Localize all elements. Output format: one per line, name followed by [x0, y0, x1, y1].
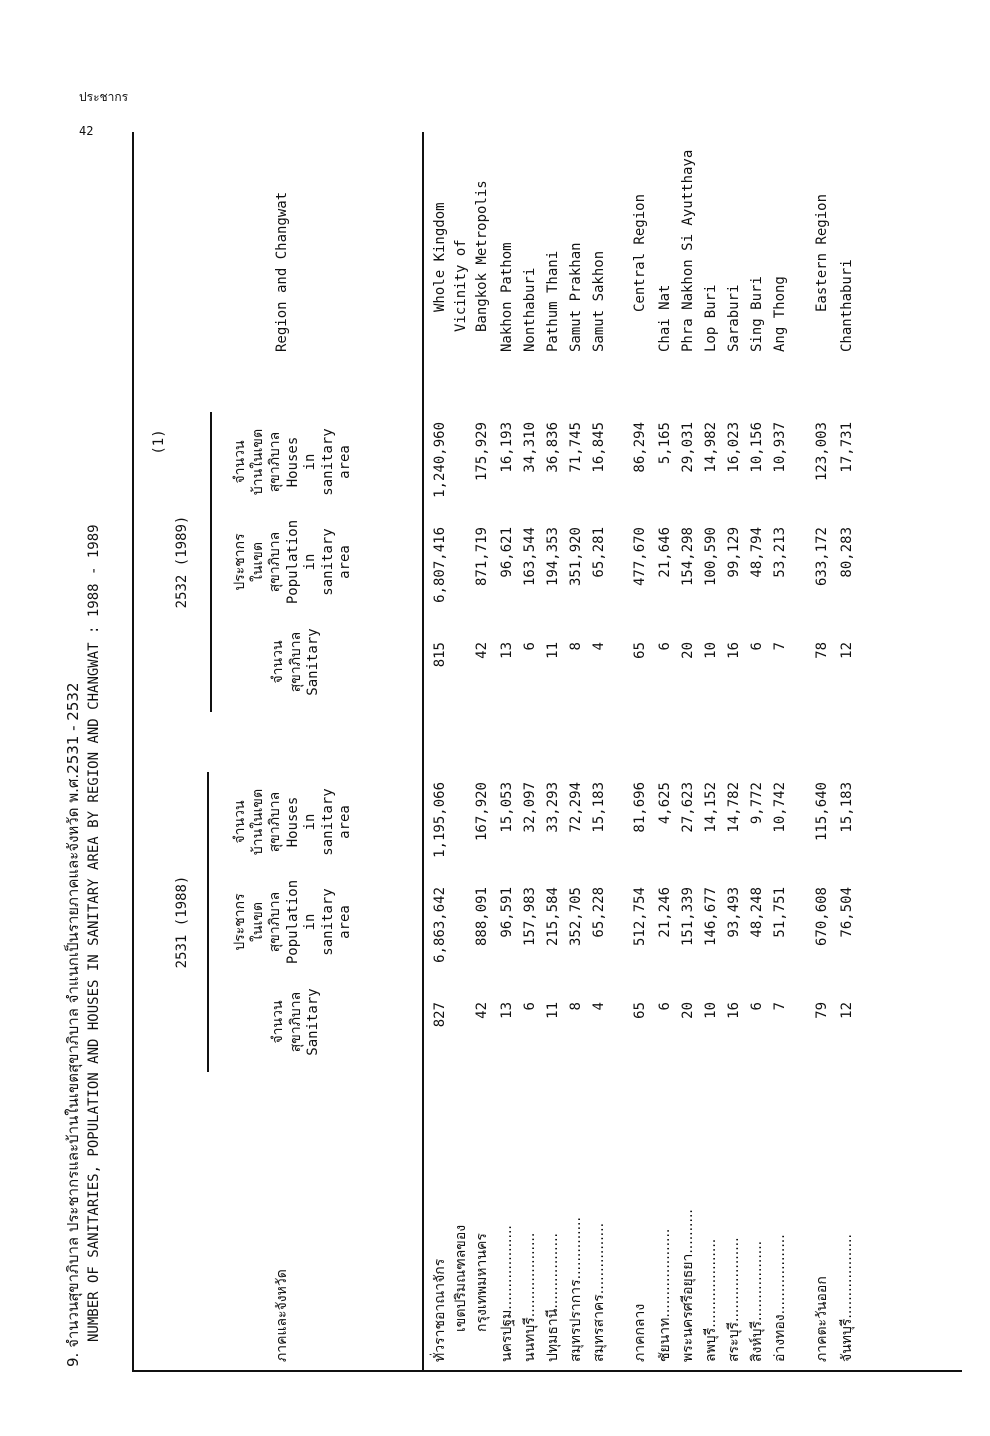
region-english-cell: Nakhon Pathom [499, 242, 515, 352]
table-row [474, 92, 498, 1372]
region-english-cell: Pathum Thani [545, 250, 561, 352]
sanitary-1988-cell: 4 [591, 1002, 607, 1011]
region-thai-cell: สมุทรปราการ.............. [568, 1217, 584, 1362]
region-thai-cell: ภาคกลาง [632, 1303, 648, 1362]
houses-1989-cell: 86,294 [632, 422, 648, 473]
top-rule [132, 132, 134, 1372]
table-row [545, 92, 569, 1372]
houses-1989-cell: 17,731 [839, 422, 855, 473]
houses-1989-cell: 10,937 [772, 422, 788, 473]
population-1989-cell: 477,670 [632, 527, 648, 587]
sanitary-1988-cell: 11 [545, 1002, 561, 1019]
region-thai-cell: เขตปริมณฑลของ [453, 1224, 469, 1332]
region-english-cell: Chanthaburi [839, 259, 855, 352]
sanitary-1989-cell: 78 [814, 642, 830, 659]
sanitary-1989-cell: 11 [545, 642, 561, 659]
houses-1989-cell: 5,165 [657, 422, 673, 465]
houses-1988-cell: 15,183 [839, 782, 855, 833]
region-english-cell: Phra Nakhon Si Ayutthaya [680, 149, 696, 352]
year2-header: 2532 (1989) [174, 515, 190, 609]
sanitary-1988-cell: 10 [703, 1002, 719, 1019]
houses-1989-cell: 1,240,960 [432, 422, 448, 498]
region-thai-header: ภาคและจังหวัด [274, 1269, 290, 1362]
population-1989-cell: 53,213 [772, 527, 788, 578]
region-english-cell: Saraburi [726, 284, 742, 352]
sanitary-1988-cell: 6 [657, 1002, 673, 1011]
sanitary-1988-cell: 20 [680, 1002, 696, 1019]
sanitary-1989-cell: 815 [432, 642, 448, 668]
region-thai-cell: ทั่วราชอาณาจักร [432, 1258, 448, 1362]
houses-1988-cell: 33,293 [545, 782, 561, 833]
table-row [522, 92, 546, 1372]
year1-underline [207, 772, 209, 1072]
page-number: 42 [79, 124, 94, 138]
houses-1988-cell: 15,183 [591, 782, 607, 833]
table-title-english: NUMBER OF SANITARIES, POPULATION AND HOUSES IN SANITARY AREA BY REGION AND CHANGWAT : 1988 - 1989 [86, 524, 102, 1342]
sanitary-1989-cell: 65 [632, 642, 648, 659]
houses-1989-cell: 10,156 [749, 422, 765, 473]
population-1988-cell: 93,493 [726, 887, 742, 938]
population-1988-cell: 48,248 [749, 887, 765, 938]
population-1988-cell: 670,608 [814, 887, 830, 947]
region-english-cell: Whole Kingdom [432, 202, 448, 312]
region-english-cell: Bangkok Metropolis [474, 180, 490, 332]
region-thai-cell: สิงห์บุรี.................. [749, 1240, 765, 1362]
region-thai-cell: สมุทรสาคร................ [591, 1222, 607, 1362]
sanitary-1989-cell: 4 [591, 642, 607, 651]
population-1988-cell: 96,591 [499, 887, 515, 938]
population-header-1988: ประชากร ในเขต สุขาภิบาล Population in sanitary area [232, 879, 353, 965]
region-thai-cell: ลพบุรี.................... [703, 1238, 719, 1362]
population-1988-cell: 888,091 [474, 887, 490, 947]
region-thai-cell: กรุงเทพมหานคร [474, 1233, 490, 1332]
houses-1988-cell: 81,696 [632, 782, 648, 833]
sanitary-1988-cell: 827 [432, 1002, 448, 1028]
sanitary-1989-cell: 16 [726, 642, 742, 659]
houses-1988-cell: 27,623 [680, 782, 696, 833]
houses-1989-cell: 123,003 [814, 422, 830, 482]
population-1988-cell: 215,584 [545, 887, 561, 947]
houses-1989-cell: 29,031 [680, 422, 696, 473]
sanitary-1988-cell: 13 [499, 1002, 515, 1019]
sanitary-count-header-1989: จำนวน สุขาภิบาล Sanitary [270, 628, 321, 696]
table-row [657, 92, 681, 1372]
region-english-cell: Sing Buri [749, 276, 765, 352]
population-1989-cell: 96,621 [499, 527, 515, 578]
houses-1988-cell: 1,195,066 [432, 782, 448, 858]
region-english-cell: Samut Prakhan [568, 242, 584, 352]
houses-header-1988: จำนวน บ้านในเขต สุขาภิบาล Houses in sanitary area [232, 788, 353, 856]
population-1988-cell: 65,228 [591, 887, 607, 938]
houses-1989-cell: 14,982 [703, 422, 719, 473]
population-1989-cell: 80,283 [839, 527, 855, 578]
population-1989-cell: 163,544 [522, 527, 538, 587]
region-english-cell: Lop Buri [703, 284, 719, 352]
sanitary-1988-cell: 12 [839, 1002, 855, 1019]
table-row [499, 92, 523, 1372]
houses-1989-cell: 16,845 [591, 422, 607, 473]
table-row [568, 92, 592, 1372]
region-english-cell: Eastern Region [814, 193, 830, 312]
rotated-table [62, 92, 942, 1372]
population-1988-cell: 157,983 [522, 887, 538, 947]
houses-1989-cell: 71,745 [568, 422, 584, 473]
region-english-cell: Central Region [632, 193, 648, 312]
table-row [703, 92, 727, 1372]
sanitary-1989-cell: 7 [772, 642, 788, 651]
population-1989-cell: 99,129 [726, 527, 742, 578]
year2-underline [210, 412, 212, 712]
sanitary-1988-cell: 8 [568, 1002, 584, 1011]
houses-1989-cell: 16,193 [499, 422, 515, 473]
population-1989-cell: 633,172 [814, 527, 830, 587]
table-row [591, 92, 615, 1372]
population-header-1989: ประชากร ในเขต สุขาภิบาล Population in sanitary area [232, 519, 353, 605]
houses-1988-cell: 115,640 [814, 782, 830, 842]
houses-1989-cell: 16,023 [726, 422, 742, 473]
header-bottom-rule [422, 132, 424, 1372]
houses-1988-cell: 167,920 [474, 782, 490, 842]
page-section-label: ประชากร [79, 90, 129, 104]
region-thai-cell: สระบุรี................... [726, 1237, 742, 1362]
sanitary-1988-cell: 6 [522, 1002, 538, 1011]
sanitary-1989-cell: 13 [499, 642, 515, 659]
population-1988-cell: 76,504 [839, 887, 855, 938]
table-row [632, 92, 656, 1372]
year1-header: 2531 (1988) [174, 875, 190, 969]
sanitary-1989-cell: 6 [657, 642, 673, 651]
sanitary-1989-cell: 6 [749, 642, 765, 651]
population-1988-cell: 146,677 [703, 887, 719, 947]
region-english-header: Region and Changwat [274, 191, 290, 352]
sanitary-1989-cell: 10 [703, 642, 719, 659]
population-1989-cell: 154,298 [680, 527, 696, 587]
note-marker: (1) [151, 429, 167, 455]
houses-header-1989: จำนวน บ้านในเขต สุขาภิบาล Houses in sanitary area [232, 428, 353, 496]
population-1989-cell: 65,281 [591, 527, 607, 578]
population-1989-cell: 351,920 [568, 527, 584, 587]
population-1989-cell: 21,646 [657, 527, 673, 578]
sanitary-count-header-1988: จำนวน สุขาภิบาล Sanitary [270, 988, 321, 1056]
table-row [839, 92, 863, 1372]
table-row [814, 92, 838, 1372]
houses-1988-cell: 14,152 [703, 782, 719, 833]
houses-1989-cell: 175,929 [474, 422, 490, 482]
sanitary-1988-cell: 42 [474, 1002, 490, 1019]
sanitary-1989-cell: 12 [839, 642, 855, 659]
houses-1988-cell: 4,625 [657, 782, 673, 825]
region-english-cell: Vicinity of [453, 239, 469, 332]
sanitary-1989-cell: 20 [680, 642, 696, 659]
population-1989-cell: 48,794 [749, 527, 765, 578]
sanitary-1988-cell: 16 [726, 1002, 742, 1019]
houses-1988-cell: 32,097 [522, 782, 538, 833]
sanitary-1989-cell: 6 [522, 642, 538, 651]
region-thai-cell: ภาคตะวันออก [814, 1276, 830, 1362]
population-1989-cell: 6,807,416 [432, 527, 448, 603]
region-english-cell: Ang Thong [772, 276, 788, 352]
population-1988-cell: 51,751 [772, 887, 788, 938]
houses-1988-cell: 9,772 [749, 782, 765, 825]
houses-1988-cell: 10,742 [772, 782, 788, 833]
population-1988-cell: 512,754 [632, 887, 648, 947]
sanitary-1988-cell: 79 [814, 1002, 830, 1019]
houses-1988-cell: 72,294 [568, 782, 584, 833]
region-thai-cell: จันทบุรี................... [839, 1234, 855, 1362]
region-thai-cell: พระนครศรีอยุธยา.......... [680, 1209, 696, 1362]
table-row [772, 92, 796, 1372]
region-thai-cell: ปทุมธานี................. [545, 1233, 561, 1362]
region-thai-cell: อ่างทอง.................. [772, 1234, 788, 1362]
sanitary-1989-cell: 8 [568, 642, 584, 651]
houses-1989-cell: 36,836 [545, 422, 561, 473]
population-1989-cell: 871,719 [474, 527, 490, 587]
houses-1989-cell: 34,310 [522, 422, 538, 473]
population-1988-cell: 151,339 [680, 887, 696, 947]
population-1989-cell: 194,353 [545, 527, 561, 587]
region-english-cell: Chai Nat [657, 284, 673, 352]
region-english-cell: Nonthaburi [522, 267, 538, 352]
table-title-thai: 9. จำนวนสุขาภิบาล ประชากรและบ้านในเขตสุขาภิบาล จำแนกเป็นรายภาคและจังหวัด พ.ศ.2531 - 2532 [64, 682, 82, 1367]
region-thai-cell: นนทบุรี................... [522, 1232, 538, 1362]
sanitary-1988-cell: 7 [772, 1002, 788, 1011]
sanitary-1988-cell: 6 [749, 1002, 765, 1011]
sanitary-1989-cell: 42 [474, 642, 490, 659]
region-thai-cell: นครปฐม................... [499, 1225, 515, 1362]
population-1988-cell: 352,705 [568, 887, 584, 947]
region-english-cell: Samut Sakhon [591, 250, 607, 352]
population-1988-cell: 21,246 [657, 887, 673, 938]
region-thai-cell: ชัยนาท.................... [657, 1228, 673, 1362]
population-1989-cell: 100,590 [703, 527, 719, 587]
sanitary-1988-cell: 65 [632, 1002, 648, 1019]
table-row [726, 92, 750, 1372]
table-row [749, 92, 773, 1372]
table-row [680, 92, 704, 1372]
population-1988-cell: 6,863,642 [432, 887, 448, 963]
houses-1988-cell: 15,053 [499, 782, 515, 833]
houses-1988-cell: 14,782 [726, 782, 742, 833]
